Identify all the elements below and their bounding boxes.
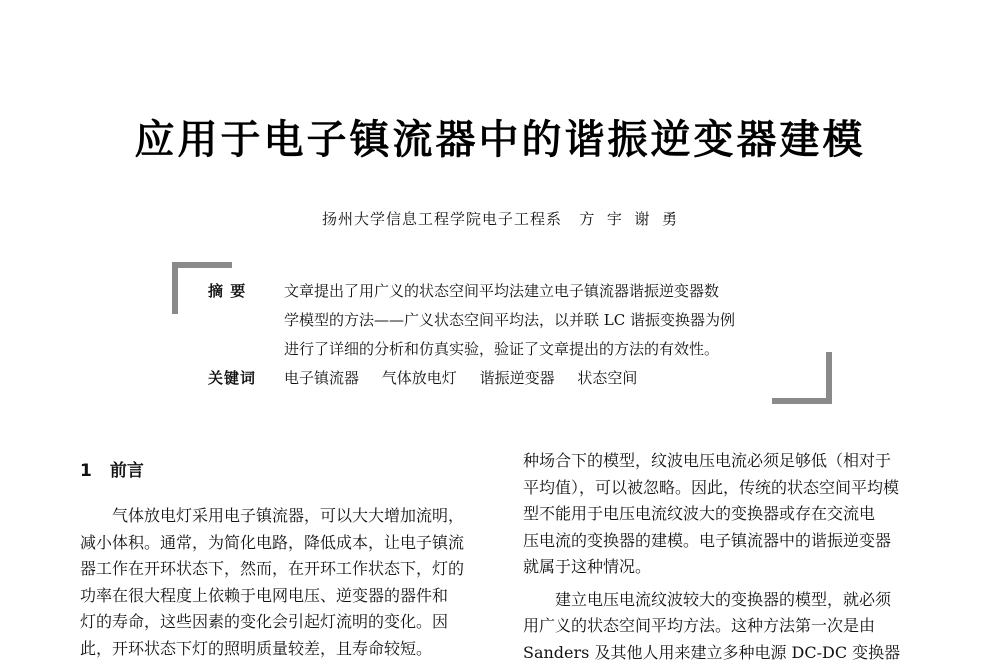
left-column xyxy=(80,456,490,662)
text-line: 型不能用于电压电流纹波大的变换器或存在交流电 xyxy=(523,504,876,523)
paragraph xyxy=(523,448,933,581)
text-line: 此，开环状态下灯的照明质量较差，且寿命较短。 xyxy=(80,638,433,658)
text-line: 功率在很大程度上依赖于电网电压、逆变器的器件和 xyxy=(80,585,449,605)
text-line: 平均值），可以被忽略。因此，传统的状态空间平均模 xyxy=(523,477,900,497)
section-heading xyxy=(80,456,490,481)
text-line: 压电流的变换器的建模。电子镇流器中的谐振逆变器 xyxy=(523,530,892,550)
keywords-label: 关键词 xyxy=(208,369,257,387)
abstract-box xyxy=(172,262,832,404)
keyword: 电子镇流器 xyxy=(284,369,360,387)
section-number: 1 xyxy=(80,461,92,481)
paragraph xyxy=(80,503,490,662)
abstract-label: 摘 要 xyxy=(208,282,247,300)
keywords-list xyxy=(284,367,655,388)
abstract-line: 学模型的方法——广义状态空间平均法，以并联 LC 谐振变换器为例 xyxy=(284,311,735,329)
right-column xyxy=(523,448,933,666)
text-line: 气体放电灯采用电子镇流器，可以大大增加流明， xyxy=(112,506,465,525)
author-affiliation: 扬州大学信息工程学院电子工程系 方 宇 谢 勇 xyxy=(322,210,678,228)
paragraph xyxy=(523,587,933,667)
paper-title: 应用于电子镇流器中的谐振逆变器建模 xyxy=(134,117,866,163)
text-line: 建立电压电流纹波较大的变换器的模型，就必须 xyxy=(555,589,892,609)
keyword: 谐振逆变器 xyxy=(479,369,555,387)
section-title: 前言 xyxy=(109,461,144,481)
abstract-line: 进行了详细的分析和仿真实验，验证了文章提出的方法的有效性。 xyxy=(284,340,720,358)
text-line: 用广义的状态空间平均方法。这种方法第一次是由 xyxy=(523,616,876,635)
text-line: 种场合下的模型，纹波电压电流必须足够低（相对于 xyxy=(523,451,892,470)
keyword: 状态空间 xyxy=(577,369,638,387)
text-line: 灯的寿命，这些因素的变化会引起灯流明的变化。因 xyxy=(80,612,449,631)
abstract-line: 文章提出了用广义的状态空间平均法建立电子镇流器谐振逆变器数 xyxy=(284,282,720,300)
text-line: Sanders 及其他人用来建立多种电源 DC-DC 变换器 xyxy=(523,642,901,662)
abstract-corner-bottom-right xyxy=(772,352,832,404)
text-line: 就属于这种情况。 xyxy=(523,557,652,576)
text-line: 器工作在开环状态下，然而，在开环工作状态下，灯的 xyxy=(80,559,465,578)
text-line: 减小体积。通常，为简化电路，降低成本，让电子镇流 xyxy=(80,532,465,552)
keyword: 气体放电灯 xyxy=(381,369,457,387)
